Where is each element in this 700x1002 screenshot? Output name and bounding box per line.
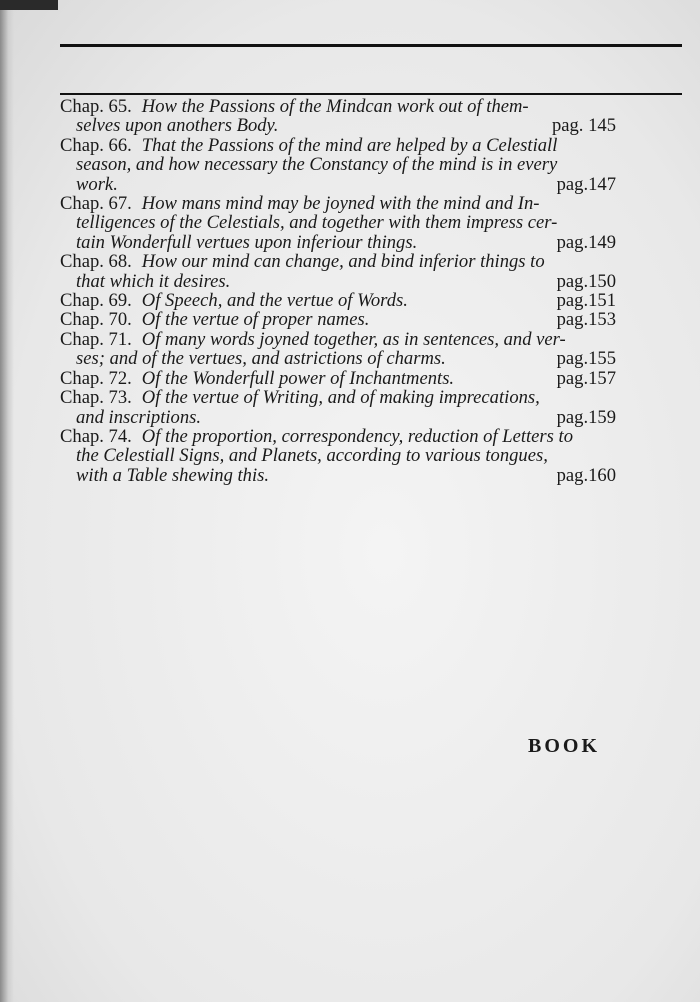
scan-corner-mark [0,0,58,10]
chapter-number: Chap. 72. [60,367,132,389]
toc-entry-70 [60,310,616,329]
chapter-number: Chap. 71. [60,328,132,350]
page-reference: pag.147 [556,173,616,195]
chapter-title-line: Of the Wonderfull power of Inchantments. [141,367,455,389]
header-rule [60,93,682,95]
chapter-title-line: season, and how necessary the Constancy of the mind is in every [76,154,558,176]
chapter-title-line: How mans mind may be joyned with the mind and In- [141,193,540,215]
chapter-number: Chap. 70. [60,309,132,331]
chapter-title-line: selves upon anothers Body. [76,115,279,137]
page-reference: pag.159 [556,406,616,428]
page-reference: pag.150 [556,270,616,292]
toc-entry-74 [60,427,616,485]
chapter-title-line: How the Passions of the Mindcan work out of them- [141,96,529,117]
toc-entry-71 [60,330,616,369]
chapter-title-line: ses; and of the vertues, and astrictions of charms. [76,348,446,370]
toc-entry-67 [60,194,616,252]
page-reference: pag.149 [556,231,616,253]
chapter-title-line: How our mind can change, and bind inferior things to [141,251,545,273]
page-reference: pag.151 [556,290,616,312]
chapter-title-line: and inscriptions. [76,406,201,428]
chapter-title-line: Of Speech, and the vertue of Words. [141,290,408,312]
chapter-number: Chap. 69. [60,290,132,312]
catchword: BOOK [528,735,601,757]
chapter-title-line: Of the proportion, correspondency, reduction of Letters to [141,425,574,447]
page-reference: pag.160 [556,464,616,486]
chapter-number: Chap. 66. [60,134,132,156]
chapter-number: Chap. 74. [60,425,132,447]
chapter-title-line: Of the vertue of Writing, and of making imprecations, [141,387,540,409]
toc-entry-69 [60,291,616,310]
chapter-number: Chap. 65. [60,96,132,117]
toc-entry-68 [60,252,616,291]
chapter-number: Chap. 68. [60,251,132,273]
toc-entry-73 [60,388,616,427]
top-rule [60,44,682,47]
page-reference: pag. 145 [551,115,616,137]
page-reference: pag.155 [556,348,616,370]
chapter-title-line: tain Wonderfull vertues upon inferiour things. [76,231,418,253]
toc-entry-65 [60,97,616,136]
chapter-title-line: Of many words joyned together, as in sentences, and ver- [141,328,566,350]
chapter-title-line: with a Table shewing this. [76,464,270,486]
chapter-number: Chap. 73. [60,387,132,409]
toc-entry-72 [60,369,616,388]
chapter-title-line: the Celestiall Signs, and Planets, according to various tongues, [76,445,548,467]
toc-entry-66 [60,136,616,194]
page-reference: pag.157 [556,367,616,389]
chapter-number: Chap. 67. [60,193,132,215]
page-gutter-shadow [0,0,14,1002]
chapter-title-line: Of the vertue of proper names. [141,309,370,331]
chapter-title-line: work. [76,173,118,195]
page-reference: pag.153 [556,309,616,331]
chapter-title-line: that which it desires. [76,270,231,292]
chapter-title-line: That the Passions of the mind are helped by a Celestiall [141,134,558,156]
chapter-title-line: telligences of the Celestials, and together with them impress cer- [76,212,558,234]
table-of-contents [60,97,616,485]
